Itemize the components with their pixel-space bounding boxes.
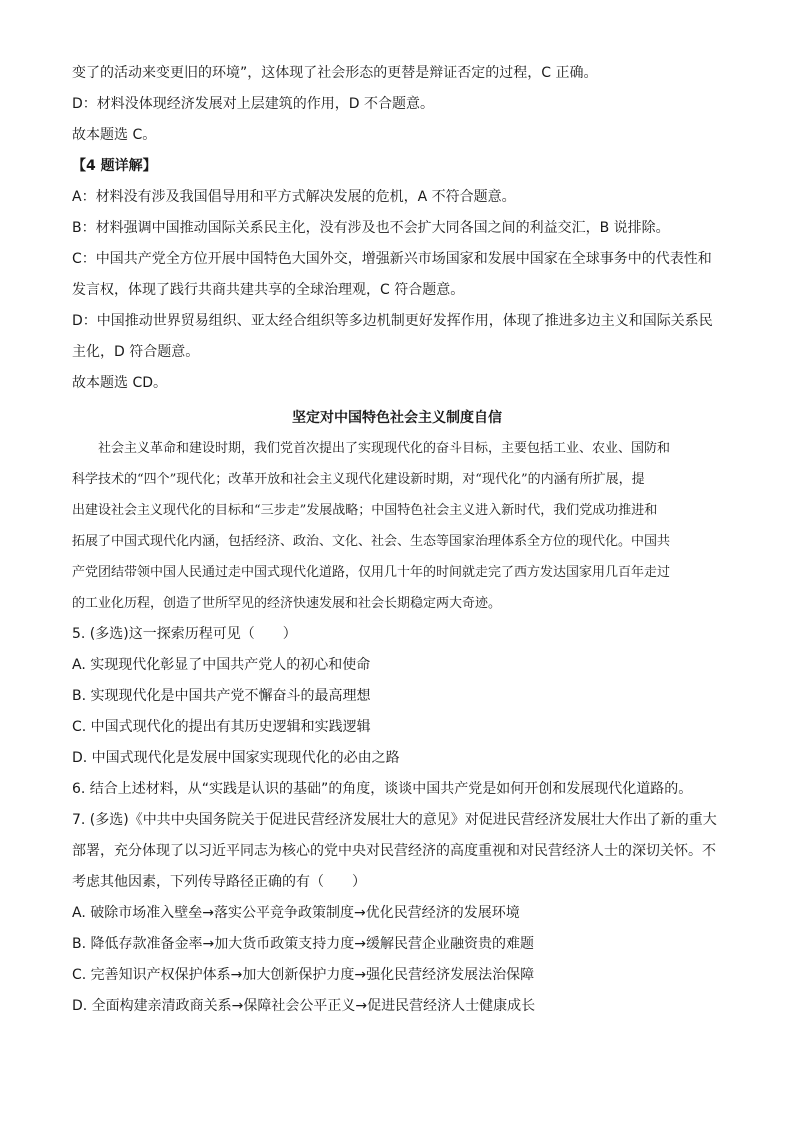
q7-stem-line: 7. (多选)《中共中央国务院关于促进民营经济发展壮大的意见》对促进民营经济发展壮大作出了新的重大 bbox=[72, 812, 717, 828]
material-line: 的工业化历程，创造了世所罕见的经济快速发展和社会长期稳定两大奇迹。 bbox=[72, 596, 502, 611]
q5-option-d: D. 中国式现代化是发展中国家实现现代化的必由之路 bbox=[72, 750, 400, 766]
q4-line: A：材料没有涉及我国倡导用和平方式解决发展的危机，A 不符合题意。 bbox=[72, 189, 516, 205]
material-line: 产党团结带领中国人民通过走中国式现代化道路，仅用几十年的时间就走完了西方发达国家用几百年走过 bbox=[72, 565, 671, 580]
q7-option-c: C. 完善知识产权保护体系→加大创新保护力度→强化民营经济发展法治保障 bbox=[72, 967, 535, 983]
q7-option-a: A. 破除市场准入壁垒→落实公平竞争政策制度→优化民营经济的发展环境 bbox=[72, 905, 520, 921]
text-line: 变了的活动来变更旧的环境”，这体现了社会形态的更替是辩证否定的过程，C 正确。 bbox=[72, 65, 598, 81]
material-line: 出建设社会主义现代化的目标和“三步走”发展战略；中国特色社会主义进入新时代，我们党成功推进和 bbox=[72, 503, 658, 518]
q7-stem-line: 部署，充分体现了以习近平同志为核心的党中央对民营经济的高度重视和对民营经济人士的深切关怀。不 bbox=[72, 843, 716, 859]
q5-option-a: A. 实现现代化彰显了中国共产党人的初心和使命 bbox=[72, 657, 371, 673]
text-line: 故本题选 C。 bbox=[72, 127, 157, 143]
material-line: 拓展了中国式现代化内涵，包括经济、政治、文化、社会、生态等国家治理体系全方位的现代化。中国共 bbox=[72, 534, 671, 549]
document-page bbox=[72, 58, 722, 1022]
q7-option-d: D. 全面构建亲清政商关系→保障社会公平正义→促进民营经济人士健康成长 bbox=[72, 998, 536, 1014]
q4-line: D：中国推动世界贸易组织、亚太经合组织等多边机制更好发挥作用，体现了推进多边主义和国际关系民 bbox=[72, 313, 713, 329]
q4-line: 故本题选 CD。 bbox=[72, 375, 168, 391]
q4-header: 【4 题详解】 bbox=[72, 158, 157, 174]
q7-option-b: B. 降低存款准备金率→加大货币政策支持力度→缓解民营企业融资贵的难题 bbox=[72, 936, 534, 952]
text-line: D：材料没体现经济发展对上层建筑的作用，D 不合题意。 bbox=[72, 96, 435, 112]
material-passage bbox=[72, 433, 722, 619]
q7-stem-line: 考虑其他因素，下列传导路径正确的有（ ） bbox=[72, 874, 366, 890]
q4-line: 发言权，体现了践行共商共建共享的全球治理观，C 符合题意。 bbox=[72, 282, 465, 298]
q4-line: 主化，D 符合题意。 bbox=[72, 344, 200, 360]
material-line: 社会主义革命和建设时期，我们党首次提出了实现现代化的奋斗目标，主要包括工业、农业、国防和 bbox=[98, 441, 671, 456]
material-title: 坚定对中国特色社会主义制度自信 bbox=[292, 410, 502, 426]
q6-stem: 6. 结合上述材料，从“实践是认识的基础”的角度，谈谈中国共产党是如何开创和发展现代化道路的。 bbox=[72, 781, 693, 797]
q4-line: B：材料强调中国推动国际关系民主化，没有涉及也不会扩大同各国之间的利益交汇，B 说排除。 bbox=[72, 220, 670, 236]
q4-line: C：中国共产党全方位开展中国特色大国外交，增强新兴市场国家和发展中国家在全球事务中的代表性和 bbox=[72, 251, 712, 267]
q5-option-b: B. 实现现代化是中国共产党不懈奋斗的最高理想 bbox=[72, 688, 371, 704]
q5-stem: 5. (多选)这一探索历程可见（ ） bbox=[72, 626, 297, 642]
q5-option-c: C. 中国式现代化的提出有其历史逻辑和实践逻辑 bbox=[72, 719, 371, 735]
material-line: 科学技术的“四个”现代化；改革开放和社会主义现代化建设新时期，对“现代化”的内涵有所扩展，提 bbox=[72, 472, 645, 487]
